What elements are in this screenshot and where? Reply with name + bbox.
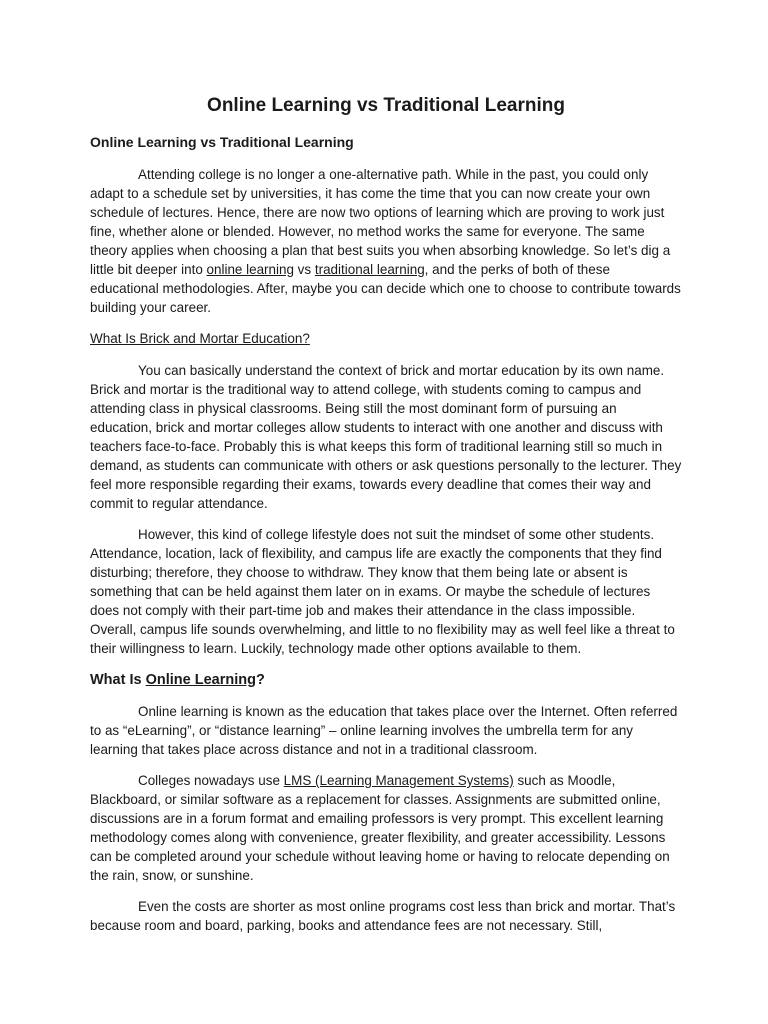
online-learning-paragraph-3: Even the costs are shorter as most online programs cost less than brick and mortar. That’s because room and board, parking, books and attendance fees are not necessary. Still, bbox=[90, 899, 676, 933]
intro-text-3: , and the perks of both of these educational methodologies. After, maybe you can decide which one to choose to contribute towards building your career. bbox=[90, 262, 681, 315]
document-body bbox=[90, 94, 682, 947]
lms-link[interactable]: LMS (Learning Management Systems) bbox=[283, 773, 514, 788]
document-title: Online Learning vs Traditional Learning bbox=[207, 95, 565, 116]
brick-mortar-paragraph-2: However, this kind of college lifestyle does not suit the mindset of some other students. Attendance, location, lack of flexibility, and campus life are exactly the components that they find disturbing; therefore, they choose to withdraw. They know that them being late or absent is something that can be held against them later on in exams. Or maybe the schedule of lectures does not comply with their part-time job and makes their attendance in the class impossible. Overall, campus life sounds overwhelming, and little to no flexibility may as well feel like a threat to their willingness to learn. Luckily, technology made other options available to them. bbox=[90, 527, 675, 656]
lms-text-prefix: Colleges nowadays use bbox=[138, 773, 284, 788]
online-heading-prefix: What Is bbox=[90, 672, 146, 688]
intro-text-2: vs bbox=[293, 262, 315, 277]
online-heading-link[interactable]: Online Learning bbox=[145, 672, 256, 688]
lms-text-suffix: such as Moodle, Blackboard, or similar software as a replacement for classes. Assignments are submitted online, discussions are in a forum format and emailing professors is very prompt. This excellent learning methodology comes along with convenience, greater flexibility, and greater accessibility. Lessons can be completed around your schedule without leaving home or having to relocate depending on the rain, snow, or sunshine. bbox=[90, 773, 670, 883]
brick-mortar-paragraph-1: You can basically understand the context of brick and mortar education by its own name. Brick and mortar is the traditional way to attend college, with students coming to campus and attending class in physical classrooms. Being still the most dominant form of pursuing an education, brick and mortar colleges allow students to interact with one another and discuss with teachers face-to-face. Probably this is what keeps this form of traditional learning still so much in demand, as students can communicate with others or ask questions personally to the lecturer. They feel more responsible regarding their exams, towards every deadline that comes their way and commit to regular attendance. bbox=[90, 363, 682, 511]
online-learning-paragraph-1: Online learning is known as the education that takes place over the Internet. Often referred to as “eLearning”, or “distance learning” – online learning involves the umbrella term for any learning that takes place across distance and not in a traditional classroom. bbox=[90, 704, 678, 757]
intro-text-1: Attending college is no longer a one-alternative path. While in the past, you could only adapt to a schedule set by universities, it has come the time that you can now create your own schedule of lectures. Hence, there are now two options of learning which are proving to work just fine, whether alone or blended. However, no method works the same for everyone. The same theory applies when choosing a plan that best suits you when absorbing knowledge. So let’s dig a little bit deeper into bbox=[90, 167, 671, 277]
online-heading-suffix: ? bbox=[255, 672, 265, 688]
brick-mortar-heading: What Is Brick and Mortar Education? bbox=[90, 331, 310, 346]
online-learning-heading bbox=[90, 670, 682, 691]
online-learning-paragraph-2 bbox=[90, 771, 682, 885]
intro-paragraph bbox=[90, 165, 682, 317]
traditional-learning-link[interactable]: traditional learning bbox=[314, 262, 425, 277]
document-subtitle: Online Learning vs Traditional Learning bbox=[90, 134, 354, 150]
online-learning-link[interactable]: online learning bbox=[206, 262, 294, 277]
